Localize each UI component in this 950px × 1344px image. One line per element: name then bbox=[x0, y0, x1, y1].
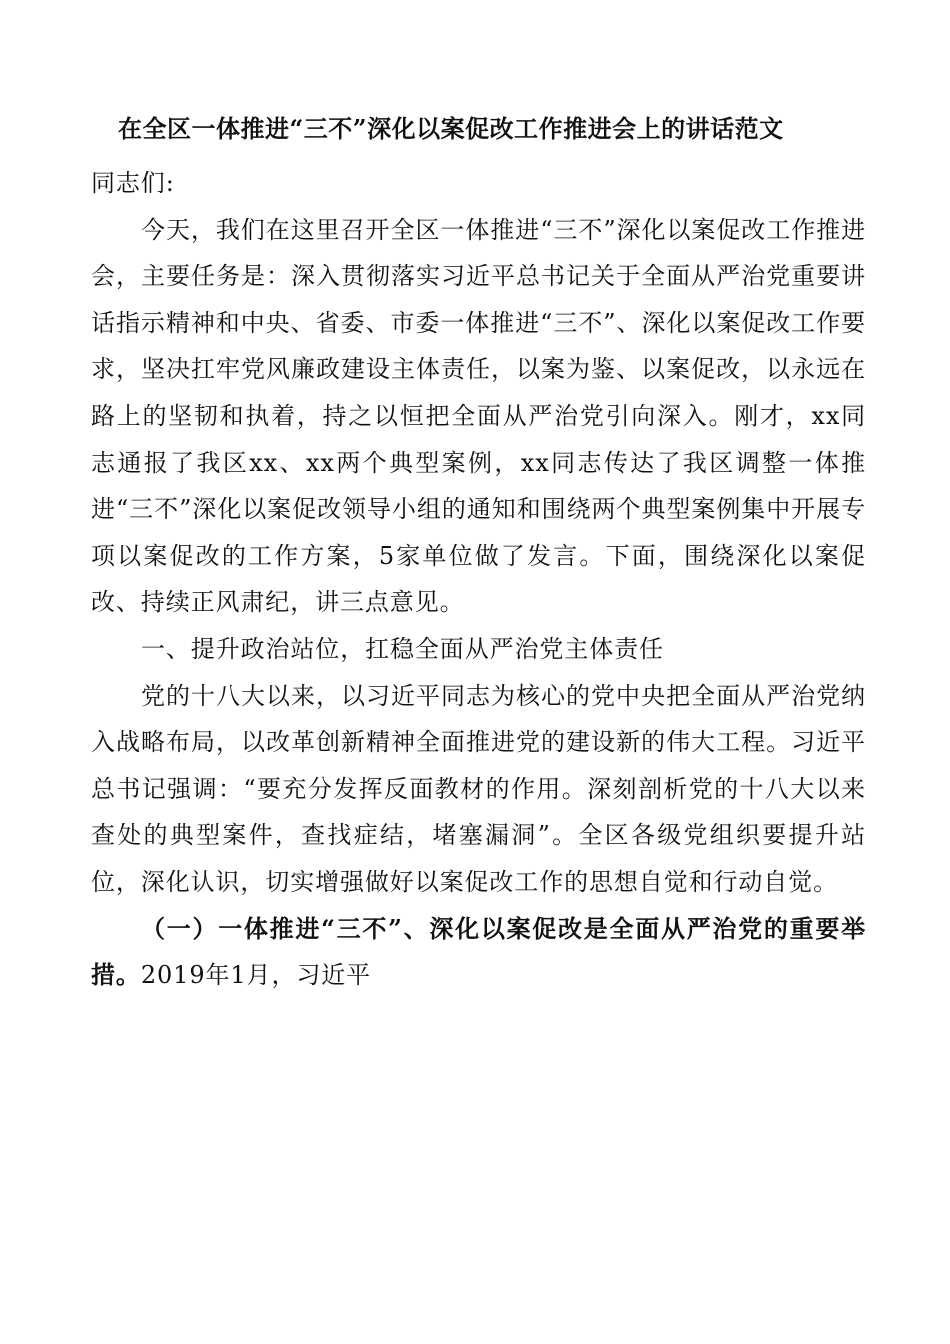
subsection-text: 2019年1月，习近平 bbox=[140, 961, 372, 990]
document-title: 在全区一体推进“三不”深化以案促改工作推进会上的讲话范文 bbox=[118, 114, 784, 143]
document-body bbox=[91, 160, 866, 999]
paragraph-section-one: 党的十八大以来，以习近平同志为核心的党中央把全面从严治党纳入战略布局，以改革创新精神全面推进党的建设新的伟大工程。习近平总书记强调：“要充分发挥反面教材的作用。深刻剖析党的十八大以来查处的典型案件，查找症结，堵塞漏洞”。全区各级党组织要提升站位，深化认识，切实增强做好以案促改工作的思想自觉和行动自觉。 bbox=[91, 681, 866, 896]
subsection-paragraph bbox=[91, 906, 866, 999]
paragraph-opening: 今天，我们在这里召开全区一体推进“三不”深化以案促改工作推进会，主要任务是：深入贯彻落实习近平总书记关于全面从严治党重要讲话指示精神和中央、省委、市委一体推进“三不”、深化以案促改工作要求，坚决扛牢党风廉政建设主体责任，以案为鉴、以案促改，以永远在路上的坚韧和执着，持之以恒把全面从严治党引向深入。刚才，xx同志通报了我区xx、xx两个典型案例，xx同志传达了我区调整一体推进“三不”深化以案促改领导小组的通知和围绕两个典型案例集中开展专项以案促改的工作方案，5家单位做了发言。下面，围绕深化以案促改、持续正风肃纪，讲三点意见。 bbox=[91, 215, 866, 617]
section-heading-one: 一、提升政治站位，扛稳全面从严治党主体责任 bbox=[141, 634, 664, 663]
salutation: 同志们: bbox=[91, 169, 175, 197]
subsection-heading: （一）一体推进“三不”、深化以案促改是全面从严治党的重要举措。 bbox=[91, 913, 866, 990]
